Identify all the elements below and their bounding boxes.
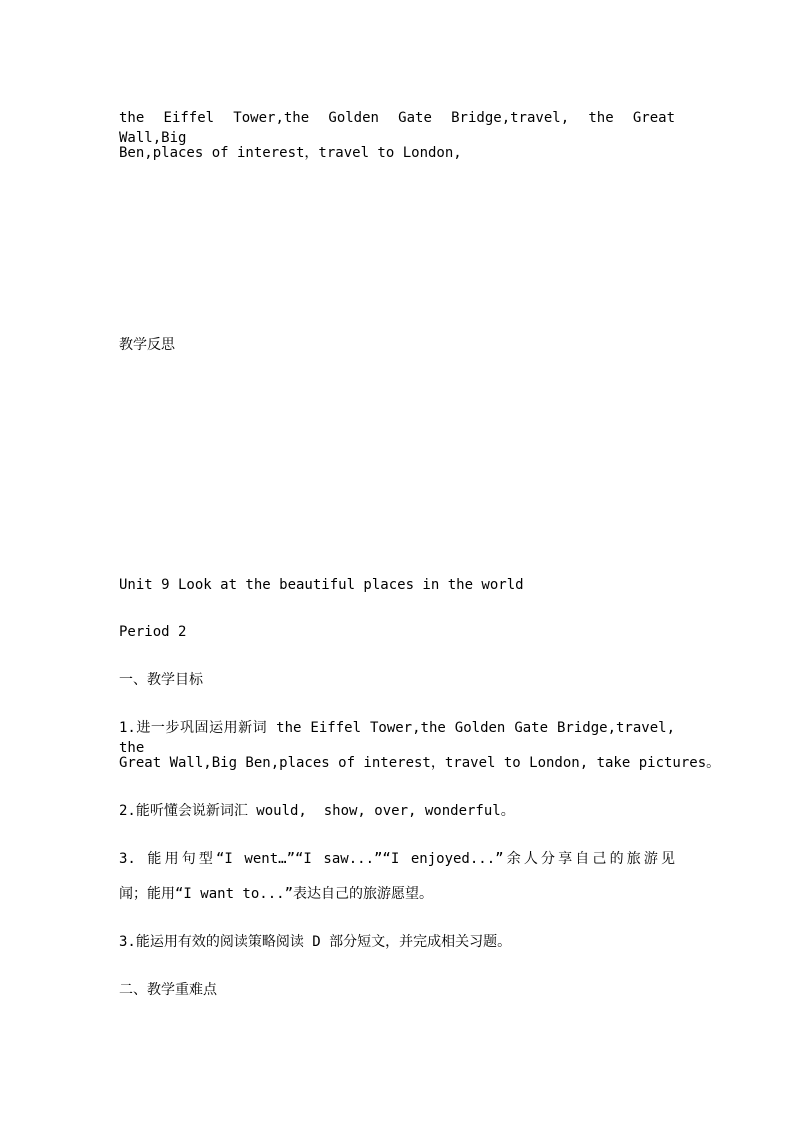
objective-1-line-2: Great Wall,Big Ben,places of interest，travel to London, take pictures。 [119,755,721,771]
section-heading-key-points: 二、教学重难点 [119,982,217,998]
reflection-heading: 教学反思 [119,337,175,353]
objective-4: 3.能运用有效的阅读策略阅读 D 部分短文，并完成相关习题。 [119,934,512,950]
unit-title: Unit 9 Look at the beautiful places in the world [119,577,524,593]
vocab-line-2: Ben,places of interest，travel to London, [119,145,462,161]
objective-2: 2.能听懂会说新词汇 would, show, over, wonderful。 [119,803,515,819]
objective-1-line-1: 1.进一步巩固运用新词 the Eiffel Tower,the Golden Gate Bridge,travel, the [119,720,675,756]
objective-3-line-1: 3. 能用句型“I went…”“I saw...”“I enjoyed...”余人分享自己的旅游见 [119,851,675,867]
objective-3-line-2: 闻；能用“I want to...”表达自己的旅游愿望。 [119,886,434,902]
section-heading-objectives: 一、教学目标 [119,672,203,688]
period-label: Period 2 [119,624,187,640]
vocab-line-1: the Eiffel Tower,the Golden Gate Bridge,travel, the Great Wall,Big [119,110,675,146]
